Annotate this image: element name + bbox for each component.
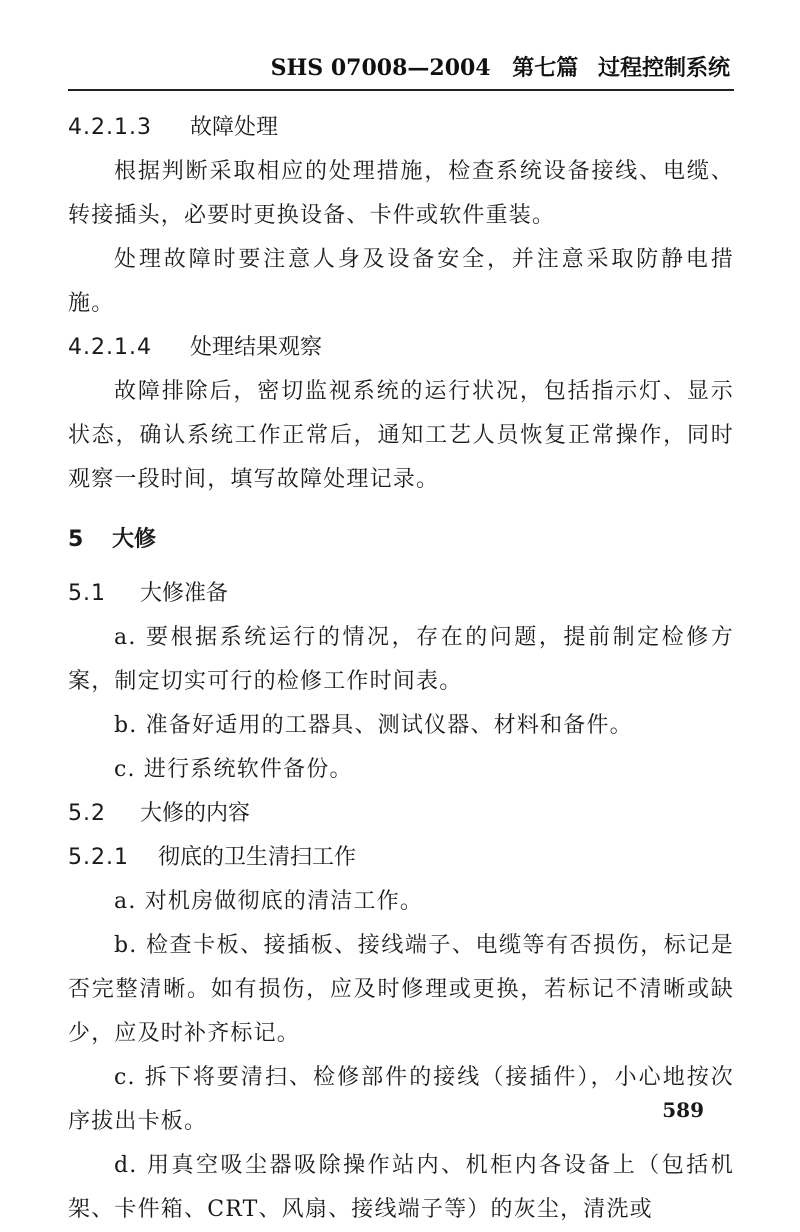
paragraph: 根据判断采取相应的处理措施，检查系统设备接线、电缆、转接插头，必要时更换设备、卡件或软件重装。 <box>68 159 734 228</box>
paragraph: 处理故障时要注意人身及设备安全，并注意采取防静电措施。 <box>68 247 734 316</box>
list-item-b: b. 检查卡板、接插板、接线端子、电缆等有否损伤，标记是否完整清晰。如有损伤，应及时修理或更换，若标记不清晰或缺少，应及时补齐标记。 <box>68 933 734 1046</box>
list-item-a: a. 对机房做彻底的清洁工作。 <box>114 889 424 914</box>
section-number: 5.1 <box>68 581 106 606</box>
list-item-c: c. 拆下将要清扫、检修部件的接线（接插件），小心地按次序拔出卡板。 <box>68 1065 734 1134</box>
running-header <box>60 48 730 88</box>
chapter-heading-5 <box>68 508 734 572</box>
list-item-b: b. 准备好适用的工器具、测试仪器、材料和备件。 <box>114 713 633 738</box>
paragraph: 故障排除后，密切监视系统的运行状况，包括指示灯、显示状态，确认系统工作正常后，通知工艺人员恢复正常操作，同时观察一段时间，填写故障处理记录。 <box>68 379 734 492</box>
section-title: 故障处理 <box>190 115 279 140</box>
section-title: 处理结果观察 <box>190 335 323 360</box>
chapter-title: 大修 <box>112 527 157 552</box>
standard-code: SHS 07008—2004 <box>270 55 491 81</box>
section-number: 5.2 <box>68 801 106 826</box>
part-label: 第七篇 <box>512 55 579 81</box>
section-title: 彻底的卫生清扫工作 <box>158 845 357 870</box>
list-item-c: c. 进行系统软件备份。 <box>114 757 353 782</box>
page-number: 589 <box>662 1098 704 1122</box>
section-number: 4.2.1.4 <box>68 335 152 360</box>
section-number: 4.2.1.3 <box>68 115 152 140</box>
section-heading-5-2 <box>68 792 734 836</box>
part-title: 过程控制系统 <box>597 55 730 81</box>
list-item-a: a. 要根据系统运行的情况，存在的问题，提前制定检修方案，制定切实可行的检修工作时间表。 <box>68 625 734 694</box>
header-rule <box>68 89 734 91</box>
section-number: 5.2.1 <box>68 845 129 870</box>
section-heading-5-1 <box>68 572 734 616</box>
chapter-number: 5 <box>68 527 85 552</box>
section-heading-5-2-1 <box>68 836 734 880</box>
section-heading-4-2-1-4 <box>68 326 734 370</box>
section-title: 大修的内容 <box>140 801 251 826</box>
body-text <box>68 106 734 1232</box>
section-heading-4-2-1-3 <box>68 106 734 150</box>
section-title: 大修准备 <box>140 581 229 606</box>
list-item-d: d. 用真空吸尘器吸除操作站内、机柜内各设备上（包括机架、卡件箱、CRT、风扇、接线端子等）的灰尘，清洗或 <box>68 1153 734 1222</box>
